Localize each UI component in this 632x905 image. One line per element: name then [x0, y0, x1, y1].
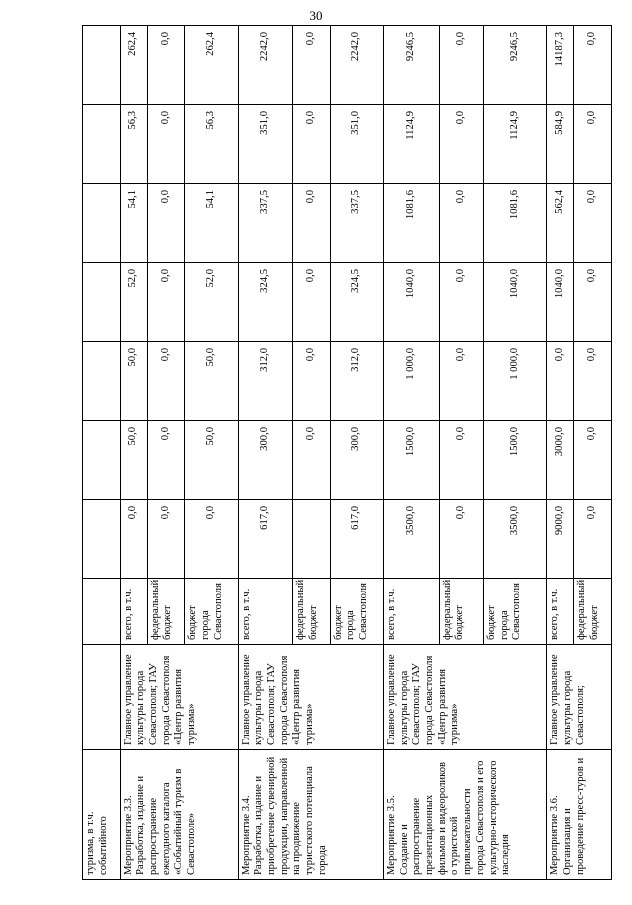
value-cell: 0,0 [147, 500, 185, 579]
value-cell: 0,0 [574, 342, 612, 421]
value-cell: 1 000,0 [383, 342, 439, 421]
value-cell: 0,0 [293, 26, 331, 105]
value-cell: 584,9 [547, 105, 574, 184]
value-cell: 0,0 [147, 26, 185, 105]
value-cell: 0,0 [120, 500, 147, 579]
value-cell: 0,0 [574, 105, 612, 184]
value-cell: 0,0 [574, 263, 612, 342]
value-cell: 0,0 [293, 421, 331, 500]
value-cell: 324,5 [330, 263, 383, 342]
value-cell: 0,0 [293, 342, 331, 421]
value-cell: 0,0 [574, 184, 612, 263]
value-cell [83, 500, 121, 579]
executor-cell: Главное управление культуры города Севастополя; [547, 645, 612, 750]
value-cell: 52,0 [120, 263, 147, 342]
value-cell: 56,3 [120, 105, 147, 184]
value-cell: 562,4 [547, 184, 574, 263]
value-cell: 1500,0 [383, 421, 439, 500]
measure-name-cell: Мероприятие 3.6. Организация и проведение пресс-туров и [547, 750, 612, 880]
value-cell [83, 421, 121, 500]
value-cell: 0,0 [147, 105, 185, 184]
value-cell [293, 500, 331, 579]
value-cell: 0,0 [439, 263, 484, 342]
value-cell: 300,0 [238, 421, 292, 500]
value-cell: 0,0 [547, 342, 574, 421]
rotated-table-wrapper [82, 25, 612, 880]
value-cell: 0,0 [147, 342, 185, 421]
value-cell: 50,0 [185, 421, 238, 500]
value-cell: 351,0 [238, 105, 292, 184]
value-cell: 1 000,0 [484, 342, 547, 421]
value-cell: 1081,6 [383, 184, 439, 263]
measure-name-cell: Мероприятие 3.3. Разработка, издание и распространение ежегодного каталога «Событийный туризм в Севастополе» [120, 750, 238, 880]
value-cell: 0,0 [439, 184, 484, 263]
table-row [383, 26, 439, 880]
measure-name-cell: Мероприятие 3.5. Создание и распространение презентационных фильмов и видеороликов о туристской привлекательности города Севастополя и его культурно-исторического наследия [383, 750, 546, 880]
value-cell: 56,3 [185, 105, 238, 184]
value-cell: 0,0 [293, 184, 331, 263]
value-cell: 50,0 [120, 421, 147, 500]
value-cell: 50,0 [120, 342, 147, 421]
value-cell: 0,0 [439, 421, 484, 500]
value-cell: 0,0 [439, 500, 484, 579]
value-cell: 50,0 [185, 342, 238, 421]
value-cell: 262,4 [120, 26, 147, 105]
value-cell: 0,0 [439, 105, 484, 184]
value-cell: 0,0 [574, 26, 612, 105]
value-cell: 1040,0 [383, 263, 439, 342]
value-cell: 9246,5 [484, 26, 547, 105]
value-cell: 0,0 [147, 184, 185, 263]
executor-cell: Главное управление культуры города Севастополя; ГАУ города Севастополя «Центр развития туризма» [120, 645, 238, 750]
funding-source-cell: федеральный бюджет [574, 579, 612, 645]
value-cell: 1040,0 [547, 263, 574, 342]
funding-source-cell: всего, в т.ч. [238, 579, 292, 645]
value-cell: 617,0 [238, 500, 292, 579]
value-cell: 54,1 [120, 184, 147, 263]
value-cell: 3500,0 [383, 500, 439, 579]
table-row [120, 26, 147, 880]
funding-source-cell: федеральный бюджет [293, 579, 331, 645]
funding-source-cell: всего, в т.ч. [120, 579, 147, 645]
value-cell [83, 105, 121, 184]
value-cell [83, 342, 121, 421]
value-cell [83, 263, 121, 342]
funding-source-cell: федеральный бюджет [147, 579, 185, 645]
measure-name-cell: туризма, в т.ч. событийного [83, 750, 121, 880]
measure-name-cell: Мероприятие 3.4. Разработка, издание и приобретение сувенирной продукции, направленной на продвижение туристского потенциала города [238, 750, 383, 880]
value-cell: 0,0 [574, 500, 612, 579]
value-cell: 3000,0 [547, 421, 574, 500]
value-cell: 1040,0 [484, 263, 547, 342]
value-cell: 262,4 [185, 26, 238, 105]
source-cell [83, 579, 121, 645]
value-cell: 0,0 [293, 105, 331, 184]
funding-source-cell: бюджет города Севастополя [185, 579, 238, 645]
value-cell: 9000,0 [547, 500, 574, 579]
value-cell: 0,0 [574, 421, 612, 500]
value-cell: 312,0 [238, 342, 292, 421]
value-cell [83, 26, 121, 105]
funding-source-cell: бюджет города Севастополя [484, 579, 547, 645]
value-cell: 0,0 [147, 263, 185, 342]
value-cell: 14187,3 [547, 26, 574, 105]
value-cell: 300,0 [330, 421, 383, 500]
program-table [82, 25, 612, 880]
table-row [83, 26, 121, 880]
value-cell: 617,0 [330, 500, 383, 579]
value-cell: 0,0 [439, 342, 484, 421]
executor-cell: Главное управление культуры города Севастополя; ГАУ города Севастополя «Центр развития туризма» [238, 645, 383, 750]
table-row [547, 26, 574, 880]
value-cell: 351,0 [330, 105, 383, 184]
value-cell: 0,0 [147, 421, 185, 500]
value-cell: 2242,0 [238, 26, 292, 105]
value-cell: 0,0 [293, 263, 331, 342]
value-cell: 0,0 [439, 26, 484, 105]
value-cell: 312,0 [330, 342, 383, 421]
value-cell: 0,0 [185, 500, 238, 579]
page-number: 30 [309, 8, 323, 23]
funding-source-cell: бюджет города Севастополя [330, 579, 383, 645]
table-row [238, 26, 292, 880]
value-cell: 2242,0 [330, 26, 383, 105]
value-cell [83, 184, 121, 263]
value-cell: 1124,9 [484, 105, 547, 184]
funding-source-cell: всего, в т.ч. [383, 579, 439, 645]
value-cell: 337,5 [330, 184, 383, 263]
executor-cell: Главное управление культуры города Севастополя; ГАУ города Севастополя «Центр развития туризма» [383, 645, 546, 750]
value-cell: 54,1 [185, 184, 238, 263]
executor-cell [83, 645, 121, 750]
value-cell: 1500,0 [484, 421, 547, 500]
funding-source-cell: всего, в т.ч. [547, 579, 574, 645]
value-cell: 3500,0 [484, 500, 547, 579]
value-cell: 324,5 [238, 263, 292, 342]
value-cell: 1081,6 [484, 184, 547, 263]
value-cell: 337,5 [238, 184, 292, 263]
value-cell: 9246,5 [383, 26, 439, 105]
funding-source-cell: федеральный бюджет [439, 579, 484, 645]
value-cell: 52,0 [185, 263, 238, 342]
value-cell: 1124,9 [383, 105, 439, 184]
